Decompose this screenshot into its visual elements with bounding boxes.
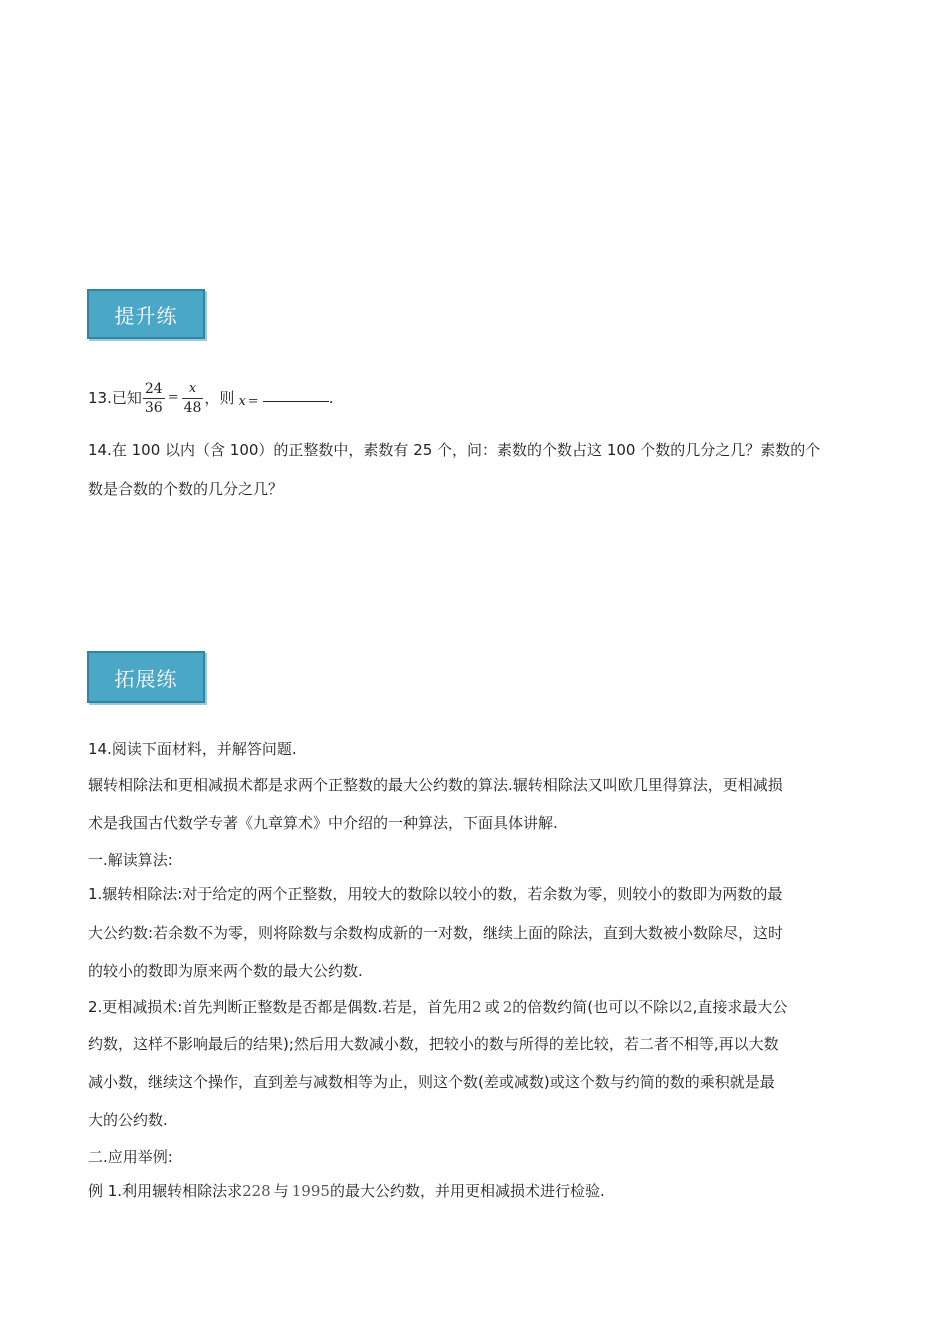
paragraph-line: 术是我国古代数学专著《九章算术》中介绍的一种算法，下面具体讲解. <box>88 814 558 832</box>
paragraph-line: 减小数，继续这个操作，直到差与减数相等为止，则这个数(差或减数)或这个数与约简的数的乘积就是最 <box>88 1073 775 1091</box>
text-fragment: 的最大公约数，并用更相减损术进行检验. <box>329 1182 605 1200</box>
paragraph-line: 的较小的数即为原来两个数的最大公约数. <box>88 962 363 980</box>
text-fragment: 2.更相减损术:首先判断正整数是否都是偶数.若是，首先用 <box>88 998 473 1016</box>
text-fragment: 的倍数约简(也可以不除以 <box>512 998 684 1016</box>
question-text: . <box>328 389 334 407</box>
question-text: ，则 <box>204 389 235 407</box>
paragraph-line: 大公约数:若余数不为零，则将除数与余数构成新的一对数，继续上面的除法，直到大数被小数除尽，这时 <box>88 924 784 942</box>
fraction-numerator: x <box>188 380 197 396</box>
paragraph-line: 辗转相除法和更相减损术都是求两个正整数的最大公约数的算法.辗转相除法又叫欧几里得算法，更相减损 <box>88 776 783 794</box>
example-1 <box>88 1181 605 1201</box>
section-badge-improve <box>87 289 205 339</box>
text-fragment: ,直接求最大公 <box>692 998 788 1016</box>
section-title: 拓展练 <box>114 666 178 691</box>
fraction-denominator: 36 <box>144 399 163 416</box>
paragraph-line: 约数，这样不影响最后的结果);然后用大数减小数，把较小的数与所得的差比较，若二者不相等,再以大数 <box>88 1035 779 1053</box>
section-title: 提升练 <box>114 303 178 328</box>
math-number: 2 <box>683 998 693 1016</box>
math-number: 228 <box>242 1182 271 1200</box>
question-14-line-2: 数是合数的个数的几分之几？ <box>88 480 284 498</box>
fraction-numerator: 24 <box>144 380 163 397</box>
equals-sign: = <box>247 394 259 409</box>
math-number: 2 <box>502 998 513 1016</box>
text-fragment: 例 1.利用辗转相除法求 <box>88 1182 243 1200</box>
question-14-line-1: 14.在 100 以内（含 100）的正整数中，素数有 25 个，问：素数的个数占这 100 个数的几分之几？素数的个 <box>88 441 821 459</box>
subheading: 一.解读算法: <box>88 851 173 869</box>
text-fragment: 与 <box>273 1182 289 1200</box>
paragraph-line: 1.辗转相除法:对于给定的两个正整数，用较大的数除以较小的数，若余数为零，则较小的数即为两数的最 <box>88 885 783 903</box>
fraction-x-48 <box>182 380 204 417</box>
text-fragment: 或 <box>484 998 500 1016</box>
question-13 <box>88 378 333 418</box>
math-number: 1995 <box>291 1182 330 1200</box>
question-text: 13.已知 <box>88 389 142 407</box>
subheading: 二.应用举例: <box>88 1148 173 1166</box>
fraction-denominator: 48 <box>183 399 202 416</box>
equals-sign: = <box>167 390 179 405</box>
fraction-24-36 <box>143 380 165 417</box>
question-14b-intro: 14.阅读下面材料，并解答问题. <box>88 740 297 758</box>
answer-blank <box>263 395 329 402</box>
variable-x: x <box>238 394 246 409</box>
section-badge-extend <box>87 651 205 703</box>
paragraph-line <box>88 997 787 1017</box>
math-number: 2 <box>472 998 482 1016</box>
paragraph-line: 大的公约数. <box>88 1111 168 1129</box>
